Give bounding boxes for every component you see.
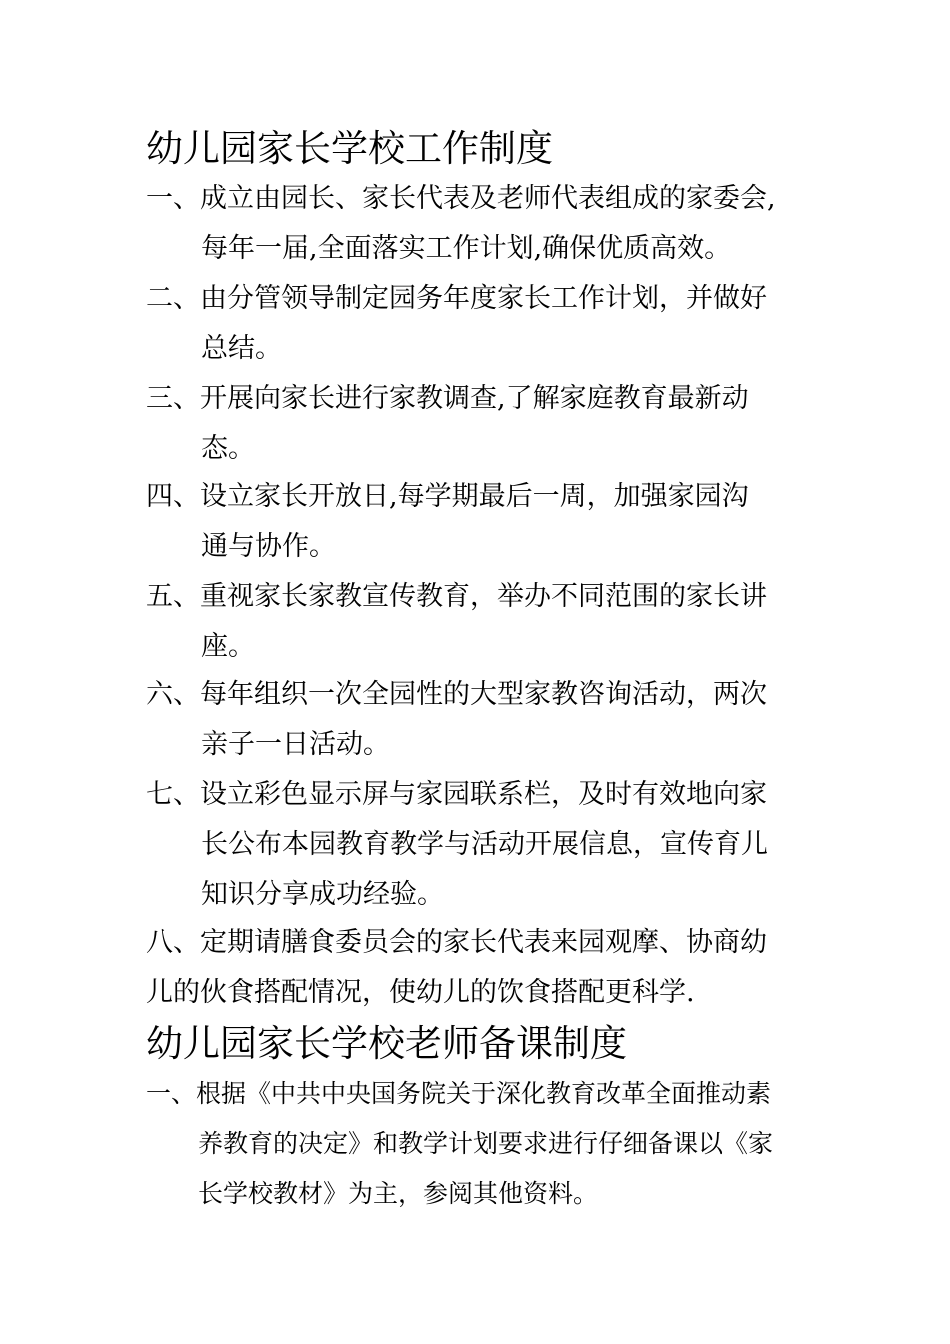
section1-title: 幼儿园家长学校工作制度 [146, 127, 553, 170]
item-line: 长学校教材》为主，参阅其他资料。 [198, 1179, 599, 1208]
item-line: 总结。 [201, 333, 282, 364]
section1-item-5 [146, 572, 826, 672]
section1-item-2 [146, 274, 826, 374]
item-line: 知识分享成功经验。 [201, 879, 444, 910]
item-line: 一、成立由园长、家长代表及老师代表组成的家委会, [146, 183, 776, 214]
item-line: 座。 [201, 631, 255, 662]
item-line: 六、每年组织一次全园性的大型家教咨询活动，两次 [146, 679, 767, 710]
item-line: 通与协作。 [201, 531, 336, 562]
item-line: 儿的伙食搭配情况，使幼儿的饮食搭配更科学. [146, 977, 695, 1008]
item-line: 二、由分管领导制定园务年度家长工作计划，并做好 [146, 283, 767, 314]
item-line: 态。 [201, 433, 255, 464]
item-line: 每年一届,全面落实工作计划,确保优质高效。 [201, 233, 732, 264]
item-line: 长公布本园教育教学与活动开展信息，宣传育儿 [201, 829, 768, 860]
section1-item-1 [146, 174, 826, 274]
item-line: 八、定期请膳食委员会的家长代表来园观摩、协商幼 [146, 927, 767, 958]
item-line: 四、设立家长开放日,每学期最后一周，加强家园沟 [146, 481, 749, 512]
section1-item-7 [146, 770, 826, 920]
item-line: 七、设立彩色显示屏与家园联系栏，及时有效地向家 [146, 779, 767, 810]
section1-item-4 [146, 472, 826, 572]
section1-item-3 [146, 374, 826, 474]
item-line: 养教育的决定》和教学计划要求进行仔细备课以《家 [198, 1129, 774, 1158]
item-line: 一、根据《中共中央国务院关于深化教育改革全面推动素 [146, 1079, 772, 1108]
item-line: 五、重视家长家教宣传教育，举办不同范围的家长讲 [146, 581, 767, 612]
item-line: 三、开展向家长进行家教调查,了解家庭教育最新动 [146, 383, 749, 414]
item-line: 亲子一日活动。 [201, 729, 390, 760]
section1-item-6 [146, 670, 826, 770]
section2-item-1 [146, 1069, 826, 1219]
section1-item-8 [146, 918, 826, 1018]
section2-title: 幼儿园家长学校老师备课制度 [146, 1022, 627, 1065]
